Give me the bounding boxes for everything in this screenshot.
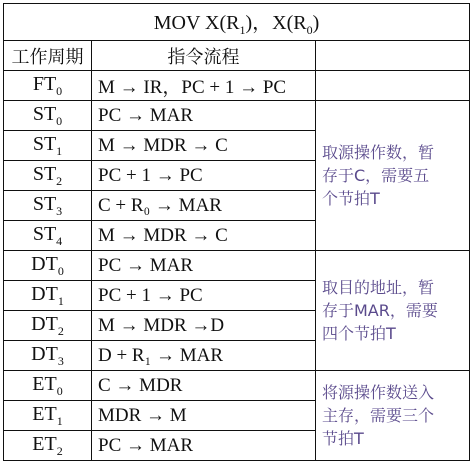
cycle-cell: $ST_1$ (4, 131, 92, 161)
flow-cell: MDR → M (92, 401, 316, 431)
note-line: 存于C，需要五 (322, 166, 430, 185)
note-line: 四个节拍T (322, 324, 396, 343)
table-row (4, 101, 470, 131)
flow-cell: M → MDR →D (92, 311, 316, 341)
flow-cell: M → MDR → C (92, 221, 316, 251)
flow-cell: D + R₁ → MAR (92, 341, 316, 371)
flow-cell: PC → MAR (92, 101, 316, 131)
cycle-cell: $ET_0$ (4, 371, 92, 401)
flow-cell: PC → MAR (92, 251, 316, 281)
cycle-cell: $DT_3$ (4, 341, 92, 371)
cycle-cell: $ST_0$ (4, 101, 92, 131)
note-empty-cell (316, 71, 470, 101)
note-exec (316, 371, 470, 461)
cycle-cell: $ST_2$ (4, 161, 92, 191)
instruction-flow-table (3, 3, 470, 461)
table-row (4, 251, 470, 281)
note-line: 取目的地址，暂 (322, 278, 435, 297)
note-line: 存于MAR，需要 (322, 301, 438, 320)
flow-cell: PC → MAR (92, 431, 316, 461)
note-line: 节拍T (322, 429, 364, 448)
note-line: 将源操作数送入 (322, 383, 435, 402)
flow-cell: PC + 1 → PC (92, 161, 316, 191)
flow-cell: C → MDR (92, 371, 316, 401)
note-line: 个节拍T (322, 189, 380, 208)
cycle-cell: $DT_1$ (4, 281, 92, 311)
cycle-header: 工作周期 (4, 41, 92, 71)
instruction-title: MOV $X(R_1)$，$X(R_0)$ (4, 4, 470, 41)
flow-cell: C + R₀ → MAR (92, 191, 316, 221)
cycle-cell: $FT_0$ (4, 71, 92, 101)
cycle-cell: $ET_1$ (4, 401, 92, 431)
cycle-cell: $DT_0$ (4, 251, 92, 281)
title-row (4, 4, 470, 41)
table-row (4, 71, 470, 101)
header-empty-cell (316, 41, 470, 71)
note-line: 主存，需要三个 (322, 406, 435, 425)
cycle-cell: $ST_3$ (4, 191, 92, 221)
flow-header: 指令流程 (92, 41, 316, 71)
flow-cell: M → MDR → C (92, 131, 316, 161)
cycle-cell: $DT_2$ (4, 311, 92, 341)
cycle-cell: $ET_2$ (4, 431, 92, 461)
note-source (316, 101, 470, 251)
table-row (4, 371, 470, 401)
flow-cell: PC + 1 → PC (92, 281, 316, 311)
note-dest (316, 251, 470, 371)
flow-cell: M → IR，PC + 1 → PC (92, 71, 316, 101)
header-row (4, 41, 470, 71)
note-line: 取源操作数，暂 (322, 143, 435, 162)
cycle-cell: $ST_4$ (4, 221, 92, 251)
